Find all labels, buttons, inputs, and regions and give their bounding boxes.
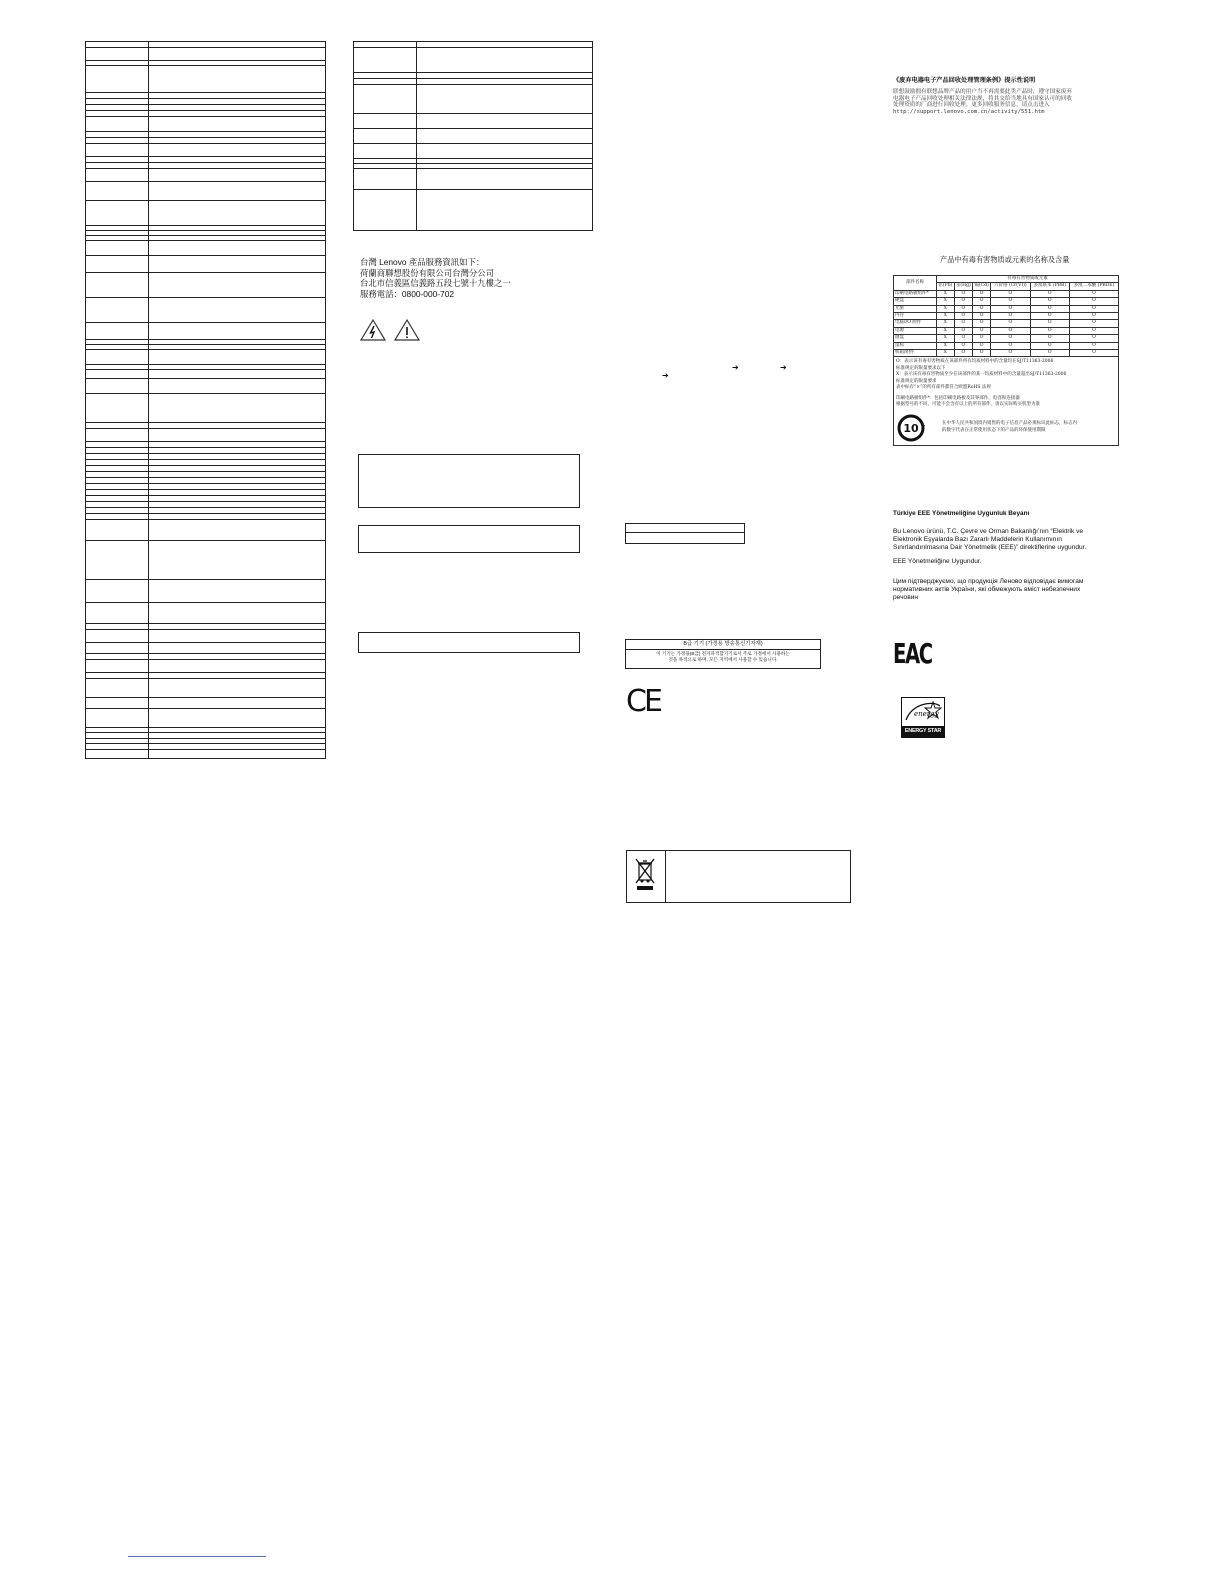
substance-value: O	[1030, 298, 1069, 305]
efup-number: 10	[903, 421, 919, 435]
table-row	[86, 323, 326, 340]
table-cell-label	[86, 201, 149, 226]
table-row	[86, 394, 326, 423]
substance-value: O	[991, 298, 1030, 305]
substance-value: O	[1070, 335, 1119, 342]
table-row	[86, 256, 326, 273]
note-pcb: 印刷电路板组件*：包括印刷电路板及其零部件、电容和连接器	[896, 395, 1020, 401]
taiwan-line-1: 台灣 Lenovo 產品服務資訊如下：	[360, 257, 485, 267]
table-cell-label	[86, 169, 149, 182]
table-cell-label	[86, 643, 149, 654]
substance-value: O	[954, 290, 973, 297]
taiwan-line-3: 台北市信義區信義路五段七號十九樓之一	[360, 278, 511, 289]
turkey-line-3: Sınırlandırılmasına Dair Yönetmelik (EEE)” direktiflerine uygundur.	[893, 544, 1087, 552]
substance-value: O	[954, 350, 973, 357]
table-cell-label	[86, 298, 149, 323]
substance-value: O	[954, 342, 973, 349]
notice-box-3	[358, 632, 580, 653]
energy-star-label: ENERGY STAR	[902, 726, 944, 737]
small-table	[625, 523, 745, 544]
hazardous-row	[894, 350, 1119, 357]
table-row	[86, 580, 326, 603]
table-row	[86, 144, 326, 157]
ukraine-text	[893, 578, 1083, 603]
substance-value: X	[937, 335, 955, 342]
part-name: 键盘	[894, 335, 937, 342]
substance-value: O	[1070, 298, 1119, 305]
china-recycling-url[interactable]: http://support.lenovo.com.cn/activity/551.htm	[893, 108, 1045, 115]
service-table-right	[353, 41, 593, 231]
hazardous-row	[894, 290, 1119, 297]
part-name: 电源	[894, 327, 937, 334]
table-row	[86, 201, 326, 226]
table-cell-label	[86, 323, 149, 340]
turkey-line-2: Elektronik Eşyalarda Bazı Zararlı Maddelerin Kullanımının	[893, 536, 1062, 544]
substance-value: O	[1030, 290, 1069, 297]
china-recycling-title: 《废弃电器电子产品回收处理管理条例》提示性说明	[893, 77, 1036, 84]
table-cell-value	[149, 394, 326, 423]
table-row	[86, 379, 326, 394]
table-cell-value	[149, 698, 326, 709]
arrow-icon-2: ➔	[780, 363, 787, 372]
substance-value: O	[991, 342, 1030, 349]
substance-value: X	[937, 342, 955, 349]
table-cell-value	[149, 630, 326, 643]
table-cell-label	[86, 48, 149, 61]
table-cell-value	[149, 603, 326, 624]
table-cell-value	[149, 679, 326, 698]
substance-value: O	[991, 313, 1030, 320]
substance-group-header: 有毒有害物质或元素	[937, 276, 1119, 283]
table-cell-value	[149, 256, 326, 273]
table-row	[86, 643, 326, 654]
substance-value: O	[1030, 313, 1069, 320]
substance-value: O	[973, 342, 991, 349]
table-row	[86, 698, 326, 709]
korea-class-b-notice	[625, 639, 821, 669]
substance-value: O	[1070, 342, 1119, 349]
china-recycling-line-2: 电器电子产品回收处理相关法律法规，将其交给当地具有国家认可的回收	[893, 95, 1073, 102]
eac-mark: EAC	[893, 637, 932, 670]
table-cell-value	[149, 429, 326, 442]
table-row	[86, 298, 326, 323]
table-cell-label	[354, 144, 417, 159]
table-cell-value	[149, 580, 326, 603]
note-x: X：表示该有毒有害物质至少在该部件的某一均质材料中的含量超出SJ/T11363-2006	[896, 372, 1067, 378]
ce-mark: CE	[626, 684, 660, 719]
substance-value: O	[1030, 305, 1069, 312]
table-row	[86, 660, 326, 673]
table-row	[86, 709, 326, 728]
table-row	[86, 429, 326, 442]
substance-value: O	[1030, 342, 1069, 349]
taiwan-line-4: 服務電話：0800-000-702	[360, 288, 455, 299]
table-row	[86, 520, 326, 541]
note-x-cont: 标准规定的限量要求	[896, 378, 937, 384]
substance-value: O	[991, 350, 1030, 357]
notice-box-2	[358, 525, 580, 553]
table-cell-label	[86, 273, 149, 298]
table-cell-label	[86, 541, 149, 580]
note-o-cont: 标准规定的限量要求以下	[896, 365, 946, 371]
hazardous-row	[894, 305, 1119, 312]
table-cell-label	[86, 370, 149, 379]
table-cell-value	[417, 114, 593, 129]
table-cell-label	[354, 85, 417, 114]
substance-value: X	[937, 320, 955, 327]
table-row	[86, 603, 326, 624]
substance-value: O	[1070, 320, 1119, 327]
hazardous-notes	[894, 357, 1119, 446]
table-cell-value	[149, 541, 326, 580]
energy-star-script: energy	[914, 710, 939, 718]
substance-value: O	[1070, 290, 1119, 297]
hazardous-row	[894, 335, 1119, 342]
table-cell-value	[149, 323, 326, 340]
table-row	[86, 630, 326, 643]
energy-star-icon	[902, 698, 944, 726]
substance-value: O	[973, 350, 991, 357]
substance-value: O	[973, 335, 991, 342]
table-cell-value	[149, 370, 326, 379]
substance-value: O	[1030, 320, 1069, 327]
hazardous-row	[894, 313, 1119, 320]
table-row	[354, 114, 593, 129]
table-cell-value	[149, 169, 326, 182]
table-row	[86, 182, 326, 201]
substance-value: X	[937, 305, 955, 312]
substance-value: O	[954, 313, 973, 320]
efup-text-2: 的数字代表在正常使用状态下的产品的环保使用期限	[942, 427, 1046, 433]
substance-value: O	[991, 335, 1030, 342]
hazardous-row	[894, 320, 1119, 327]
part-name: 鼠标	[894, 342, 937, 349]
substance-value: X	[937, 298, 955, 305]
table-cell-label	[86, 66, 149, 93]
substance-value: X	[937, 313, 955, 320]
table-row	[86, 370, 326, 379]
part-name: 光驱	[894, 305, 937, 312]
table-row	[86, 117, 326, 132]
table-cell-value	[149, 709, 326, 728]
table-row	[354, 48, 593, 73]
table-cell-label	[354, 169, 417, 190]
table-cell-label	[86, 144, 149, 157]
table-row	[86, 273, 326, 298]
table-cell-value	[149, 643, 326, 654]
substance-value: O	[954, 298, 973, 305]
table-cell-value	[149, 66, 326, 93]
substance-value: X	[937, 327, 955, 334]
table-cell-value	[149, 48, 326, 61]
efup-10-icon	[896, 413, 926, 443]
table-row	[354, 144, 593, 159]
bottom-link-underline	[128, 1556, 266, 1557]
table-cell-label	[86, 429, 149, 442]
crossed-bin-icon	[633, 855, 657, 895]
table-row	[86, 350, 326, 365]
substance-value: O	[1030, 350, 1069, 357]
table-cell-value	[149, 144, 326, 157]
substance-column-header: 镉(Cd)	[974, 283, 989, 289]
energy-star-logo	[901, 697, 945, 738]
table-cell-label	[86, 394, 149, 423]
table-cell-value	[149, 298, 326, 323]
table-cell-label	[86, 660, 149, 673]
table-row	[86, 66, 326, 93]
table-row	[354, 190, 593, 231]
hazardous-row	[894, 342, 1119, 349]
table-row	[86, 541, 326, 580]
table-cell-label	[86, 520, 149, 541]
china-recycling-line-3: 处理资质的厂商进行回收处理。更多回收服务信息，请点击进入	[893, 102, 1050, 109]
hazardous-substance-table-wrap	[893, 275, 1119, 446]
table-row	[86, 750, 326, 759]
table-cell-value	[149, 201, 326, 226]
hazardous-substance-table	[893, 275, 1119, 446]
efup-text-1: 在中华人民共和国境内销售的电子信息产品必须标识此标志，标志内	[942, 421, 1077, 427]
substance-value: O	[1030, 335, 1069, 342]
table-cell-label	[86, 241, 149, 256]
caution-warning-icon	[393, 318, 421, 342]
table-cell-value	[149, 350, 326, 365]
table-row	[86, 48, 326, 61]
korea-notice-line-1: 이 기기는 가정용(B급) 전자파적합기기로서 주로 가정에서 사용하는	[656, 651, 790, 656]
table-cell-value	[417, 144, 593, 159]
substance-value: X	[937, 350, 955, 357]
table-row	[354, 129, 593, 144]
table-cell-value	[149, 273, 326, 298]
table-row	[86, 679, 326, 698]
table-cell-label	[86, 698, 149, 709]
part-name: 硬盘	[894, 298, 937, 305]
table-cell-label	[86, 350, 149, 365]
table-cell-label	[86, 750, 149, 759]
table-cell-label	[86, 256, 149, 273]
substance-column-header: 六价铬 (Cr(VI))	[991, 283, 1030, 290]
substance-value: O	[973, 290, 991, 297]
note-rohs: 表中标有“×”的所有部件都符合欧盟RoHS 法规	[896, 385, 991, 391]
table-cell-value	[149, 660, 326, 673]
substance-value: O	[973, 305, 991, 312]
substance-column-header: 多溴联苯 (PBB)	[1030, 283, 1069, 290]
table-cell-label	[354, 129, 417, 144]
china-recycling-text	[893, 89, 1072, 115]
table-row	[354, 169, 593, 190]
table-cell-value	[417, 190, 593, 231]
hazardous-row	[894, 327, 1119, 334]
ukraine-line-1: Цим підтверджуємо, що продукція Леново відповідає вимогам	[893, 578, 1084, 585]
substance-value: O	[954, 335, 973, 342]
part-name: 内存	[894, 313, 937, 320]
table-cell-value	[417, 85, 593, 114]
arrow-icon-3: ➔	[662, 371, 669, 380]
table-cell-label	[354, 190, 417, 231]
electric-shock-warning-icon	[359, 318, 387, 342]
hazardous-row	[894, 298, 1119, 305]
table-cell-value	[417, 169, 593, 190]
substance-value: X	[937, 290, 955, 297]
substance-value: O	[1070, 350, 1119, 357]
service-table-left	[85, 41, 326, 759]
table-cell-label	[354, 114, 417, 129]
table-cell-value	[149, 750, 326, 759]
ukraine-line-3: речовин	[893, 594, 919, 602]
substance-value: O	[954, 327, 973, 334]
turkey-title: Türkiye EEE Yönetmeliğine Uygunluk Beyanı	[893, 510, 1030, 517]
substance-value: O	[973, 320, 991, 327]
substance-value: O	[991, 305, 1030, 312]
turkey-line-4: EEE Yönetmeliğine Uygundur.	[893, 558, 982, 565]
table-cell-label	[86, 709, 149, 728]
arrow-icon-1: ➔	[732, 363, 739, 372]
table-cell-label	[86, 679, 149, 698]
taiwan-line-2: 荷蘭商聯想股份有限公司台灣分公司	[360, 267, 494, 278]
weee-notice-box	[626, 850, 851, 903]
part-name: 机箱/附件	[894, 350, 937, 357]
table-row	[86, 241, 326, 256]
weee-divider	[665, 850, 666, 903]
table-cell-value	[417, 129, 593, 144]
korea-notice-line-2: 것을 목적으로 하며, 모든 지역에서 사용할 수 있습니다.	[668, 657, 778, 663]
table-row	[354, 85, 593, 114]
hazardous-table-title: 产品中有毒有害物质或元素的名称及含量	[940, 255, 1070, 264]
turkey-text	[893, 528, 1086, 553]
substance-value: O	[954, 320, 973, 327]
table-cell-label	[86, 580, 149, 603]
table-cell-value	[417, 48, 593, 73]
ukraine-line-2: нормативних актів України, які обмежують вміст небезпечних	[893, 586, 1081, 594]
table-cell-value	[149, 520, 326, 541]
table-cell-value	[149, 182, 326, 201]
korea-notice-title: B급 기기 (가정용 방송통신기자재)	[626, 640, 820, 650]
substance-value: O	[973, 298, 991, 305]
substance-value: O	[1070, 313, 1119, 320]
substance-value: O	[1030, 327, 1069, 334]
table-cell-label	[86, 630, 149, 643]
substance-value: O	[991, 320, 1030, 327]
note-o: O：表示该有毒有害物质在该部件所有均质材料中的含量均在SJ/T11363-2006	[896, 359, 1054, 365]
substance-value: O	[991, 290, 1030, 297]
turkey-line-1: Bu Lenovo ürünü, T.C. Çevre ve Orman Bakanlığı’nın “Elektrik ve	[893, 528, 1084, 535]
table-cell-label	[86, 603, 149, 624]
substance-column-header: 汞(Hg)	[955, 283, 971, 289]
substance-value: O	[973, 327, 991, 334]
table-cell-value	[149, 241, 326, 256]
substance-value: O	[991, 327, 1030, 334]
table-row	[86, 169, 326, 182]
table-cell-value	[149, 117, 326, 132]
substance-column-header: 铅(Pb)	[938, 283, 953, 289]
substance-value: O	[973, 313, 991, 320]
notice-box-1	[358, 454, 580, 508]
table-cell-label	[86, 117, 149, 132]
table-cell-label	[86, 379, 149, 394]
china-recycling-line-1: 联想鼓励拥有联想品牌产品的用户当不再需要此类产品时，遵守国家废弃	[893, 89, 1073, 95]
part-name: 印刷电路板组件*	[894, 290, 937, 297]
note-model: 根据型号的不同，可能不会含有以上的所有部件，请以实际购买机型为准	[896, 402, 1040, 408]
part-header: 部件名称	[894, 276, 937, 291]
substance-value: O	[1070, 305, 1119, 312]
substance-value: O	[954, 305, 973, 312]
part-name: 电脑I/O 附件	[894, 320, 937, 327]
table-cell-label	[86, 182, 149, 201]
substance-column-header: 多溴二苯醚 (PBDE)	[1070, 283, 1119, 290]
table-cell-label	[354, 48, 417, 73]
taiwan-service-info	[360, 257, 511, 299]
substance-value: O	[1070, 327, 1119, 334]
table-cell-value	[149, 379, 326, 394]
